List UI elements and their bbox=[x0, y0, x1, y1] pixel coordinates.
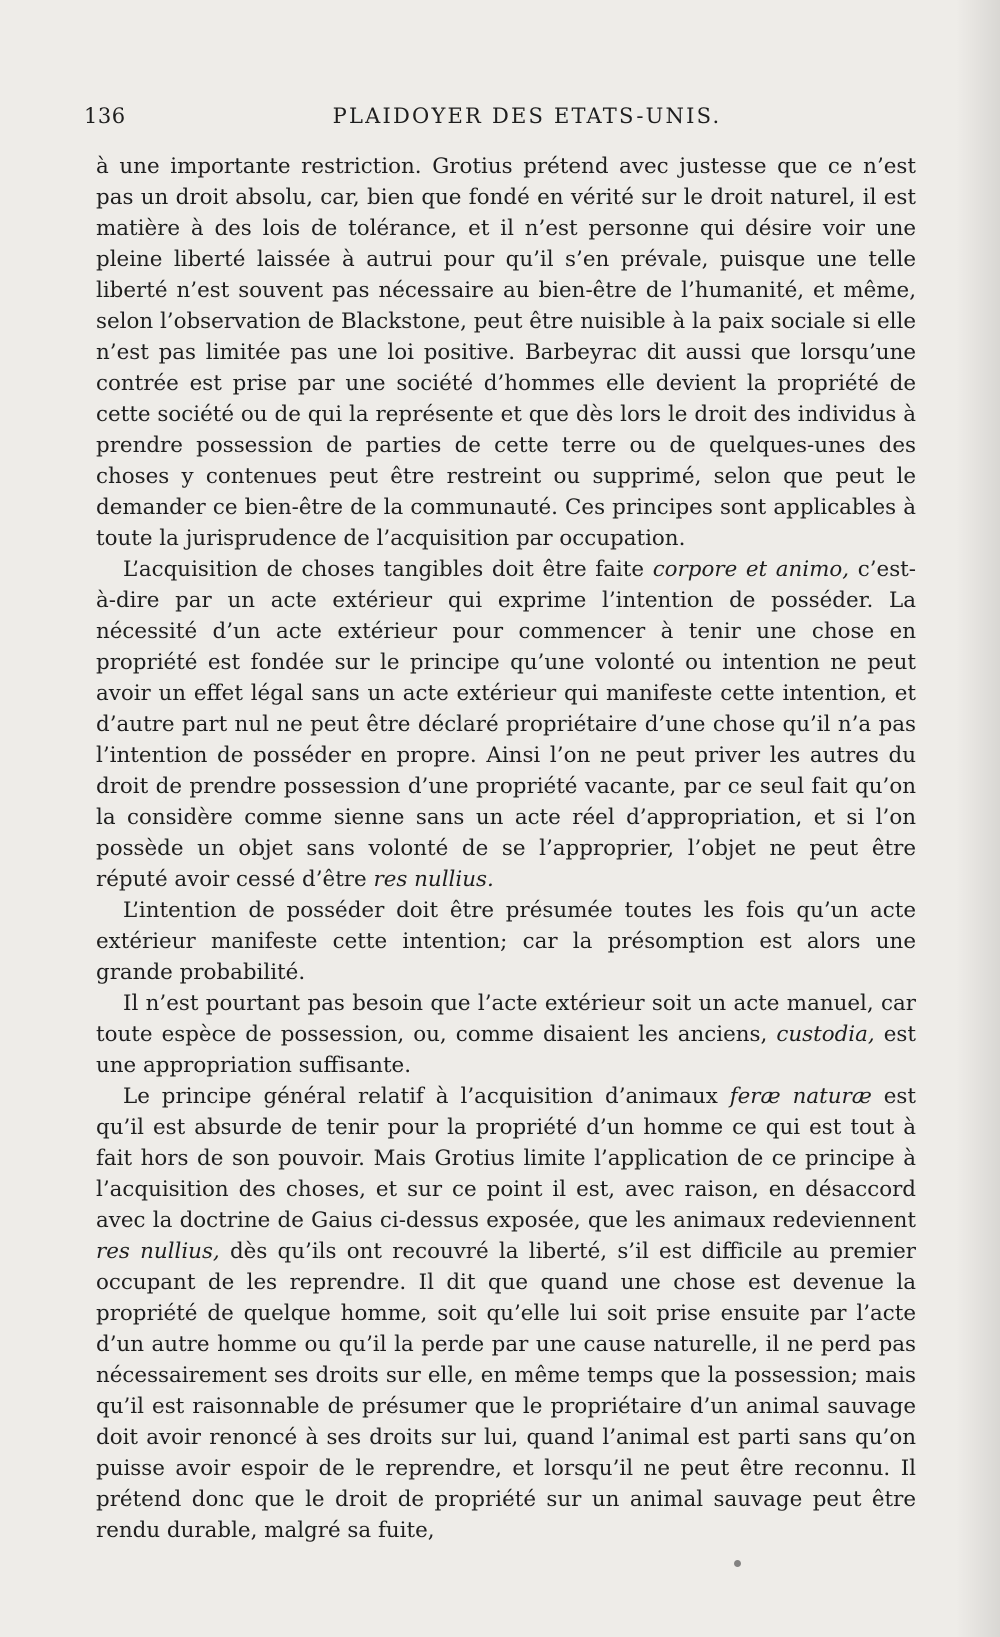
paragraph-text: dès qu’ils ont recouvré la liberté, s’il est difficile au premier occupant de les reprendre. Il dit que quand une chose est devenue la propriété de quelque homme, soit qu’elle lui soit prise ensuite par l’acte d’un autre homme ou qu’il la perde par une cause naturelle, il ne perd pas nécessairement ses droits sur elle, en même temps que la possession; mais qu’il est raisonnable de présumer que le propriétaire d’un animal sauvage doit avoir renoncé à ses droits sur lui, quand l’animal est parti sans qu’on puisse avoir espoir de le reprendre, et lorsqu’il ne peut être reconnu. Il prétend donc que le droit de propriété sur un animal sauvage peut être rendu durable, malgré sa fuite, bbox=[96, 1239, 916, 1543]
italic-term: custodia, bbox=[776, 1022, 875, 1047]
paragraph-2 bbox=[96, 554, 916, 895]
running-head: PLAIDOYER DES ETATS-UNIS. bbox=[332, 104, 722, 128]
italic-term: corpore et animo, bbox=[652, 557, 850, 582]
italic-term: res nullius, bbox=[96, 1239, 220, 1264]
paragraph-text: est qu’il est absurde de tenir pour la propriété d’un homme ce qui est tout à fait hors de son pouvoir. Mais Grotius limite l’application de ce principe à l’acquisition des choses, et sur ce point il est, avec raison, en désaccord avec la doctrine de Gaius ci-dessus exposée, que les animaux redeviennent bbox=[96, 1084, 916, 1233]
paragraph-4 bbox=[96, 988, 916, 1081]
paragraph-text: est une appropriation suffisante. bbox=[96, 1022, 916, 1078]
paragraph-text: Le principe général relatif à l’acquisition d’animaux bbox=[123, 1084, 730, 1109]
paragraph-1 bbox=[96, 151, 916, 554]
page-number: 136 bbox=[84, 104, 126, 128]
paragraph-text: L’acquisition de choses tangibles doit être faite bbox=[123, 557, 653, 582]
italic-term: feræ naturæ bbox=[729, 1084, 872, 1109]
page-body bbox=[96, 151, 916, 1546]
italic-term: res nullius. bbox=[373, 867, 494, 892]
page-header bbox=[84, 104, 930, 138]
ink-speck-decoration bbox=[734, 1560, 741, 1567]
paragraph-text: L’intention de posséder doit être présumée toutes les fois qu’un acte extérieur manifeste cette intention; car la présomption est alors une grande probabilité. bbox=[96, 898, 916, 985]
paragraph-3 bbox=[96, 895, 916, 988]
paragraph-text: Il n’est pourtant pas besoin que l’acte extérieur soit un acte manuel, car toute espèce de possession, ou, comme disaient les anciens, bbox=[96, 991, 916, 1047]
paragraph-text: à une importante restriction. Grotius prétend avec justesse que ce n’est pas un droit absolu, car, bien que fondé en vérité sur le droit naturel, il est matière à des lois de tolérance, et il n’est personne qui désire voir une pleine liberté laissée à autrui pour qu’il s’en prévale, puisque une telle liberté n’est souvent pas nécessaire au bien-être de l’humanité, et même, selon l’observation de Blackstone, peut être nuisible à la paix sociale si elle n’est pas limitée pas une loi positive. Barbeyrac dit aussi que lorsqu’une contrée est prise par une société d’hommes elle devient la propriété de cette société ou de qui la représente et que dès lors le droit des individus à prendre possession de parties de cette terre ou de quelques-unes des choses y contenues peut être restreint ou supprimé, selon que peut le demander ce bien-être de la communauté. Ces principes sont applicables à toute la jurisprudence de l’acquisition par occupation. bbox=[96, 154, 916, 551]
paragraph-text: c’est-à-dire par un acte extérieur qui exprime l’intention de posséder. La nécessité d’un acte extérieur pour commencer à tenir une chose en propriété est fondée sur le principe qu’une volonté ou intention ne peut avoir un effet légal sans un acte extérieur qui manifeste cette intention, et d’autre part nul ne peut être déclaré propriétaire d’une chose qu’il n’a pas l’intention de posséder en propre. Ainsi l’on ne peut priver les autres du droit de prendre possession d’une propriété vacante, par ce seul fait qu’on la considère comme sienne sans un acte réel d’appropriation, et si l’on possède un objet sans volonté de se l’approprier, l’objet ne peut être réputé avoir cessé d’être bbox=[96, 557, 916, 892]
paragraph-5 bbox=[96, 1081, 916, 1546]
